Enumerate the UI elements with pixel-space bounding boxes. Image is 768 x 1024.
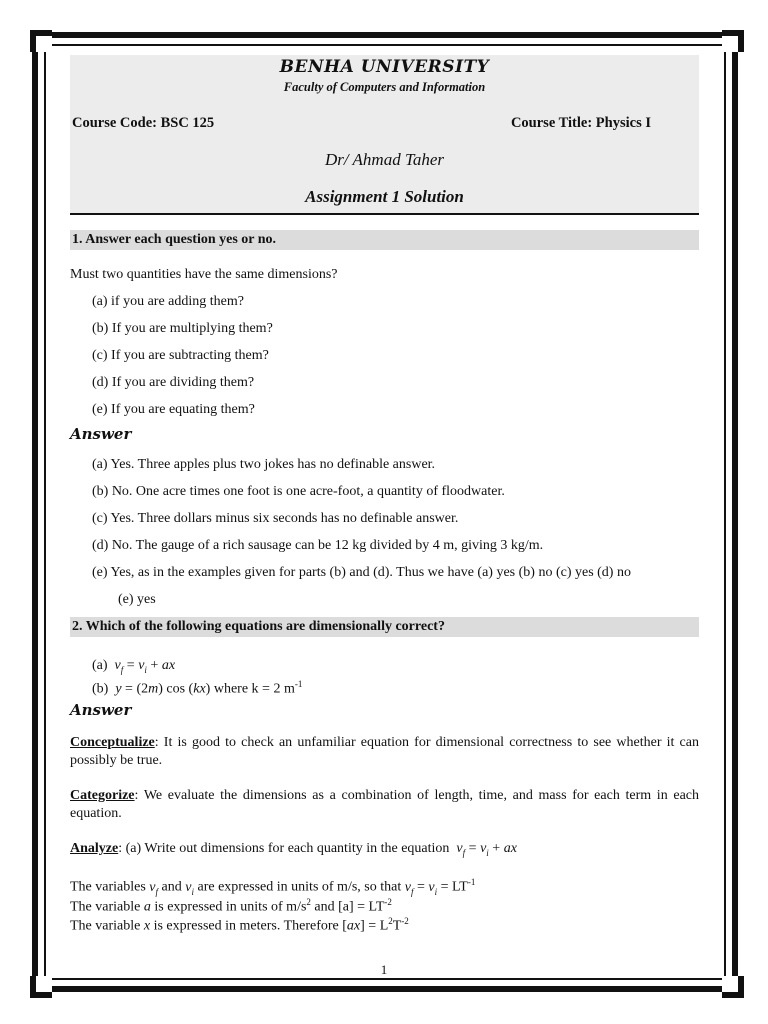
border-corner — [30, 976, 52, 998]
analysis-line-1: The variables $v_f$ and $v_i$ are expressed in units of m/s, so that $v_f = v_i = LT^{-1}$ — [70, 877, 476, 897]
course-code: Course Code: BSC 125 — [72, 115, 215, 131]
list-item: (e) yes — [118, 592, 156, 608]
list-item: (c) Yes. Three dollars minus six seconds has no definable answer. — [92, 511, 459, 527]
faculty-name: Faculty of Computers and Information — [283, 80, 486, 94]
list-item: (b) If you are multiplying them? — [92, 320, 273, 336]
equation-b: (b) y = (2m) cos (kx) where k = 2 $m^{-1}$ — [92, 679, 303, 697]
analyze-paragraph: Analyze: (a) Write out dimensions for each quantity in the equation $v_f = v_i$ + ax — [70, 841, 517, 858]
list-item: (c) If you are subtracting them? — [92, 347, 269, 363]
assignment-title: Assignment 1 Solution — [305, 187, 464, 206]
equation-a: (a) $v_f = v_i$ + ax — [92, 658, 176, 676]
border-corner — [30, 30, 52, 52]
list-item: (b) No. One acre times one foot is one acre-foot, a quantity of floodwater. — [92, 484, 505, 500]
answer-2-title: Answer — [70, 701, 132, 720]
list-item: (e) Yes, as in the examples given for parts (b) and (d). Thus we have (a) yes (b) no (c) yes (d) no — [92, 565, 631, 581]
document-header — [70, 55, 699, 215]
conceptualize-label: Conceptualize — [70, 735, 155, 750]
border-corner — [722, 976, 744, 998]
question-1-intro: Must two quantities have the same dimensions? — [70, 267, 338, 282]
categorize-label: Categorize — [70, 788, 135, 803]
analysis-lines — [70, 877, 699, 934]
categorize-paragraph: Categorize: We evaluate the dimensions as a combination of length, time, and mass for each term in each equation. — [70, 788, 699, 821]
university-name: BENHA UNIVERSITY — [279, 57, 490, 77]
question-1-heading: 1. Answer each question yes or no. — [70, 230, 699, 250]
conceptualize-paragraph: Conceptualize: It is good to check an unfamiliar equation for dimensional correctness to see whether it can possibly be true. — [70, 735, 699, 768]
answer-1-items — [70, 451, 699, 613]
question-2-items — [70, 657, 699, 701]
analysis-line-3: The variable x is expressed in meters. Therefore $[ax] = L^2T^{-2}$ — [70, 915, 409, 934]
page-number: 1 — [380, 962, 388, 977]
border-corner — [722, 30, 744, 52]
list-item: (a) Yes. Three apples plus two jokes has no definable answer. — [92, 457, 436, 473]
question-1-items — [70, 288, 699, 423]
list-item: (d) No. The gauge of a rich sausage can be 12 kg divided by 4 m, giving 3 kg/m. — [92, 538, 544, 554]
answer-1-title: Answer — [70, 424, 132, 443]
course-title: Course Title: Physics I — [510, 115, 651, 131]
instructor-name: Dr/ Ahmad Taher — [324, 150, 445, 169]
question-2-heading: 2. Which of the following equations are dimensionally correct? — [70, 617, 699, 637]
list-item: (e) If you are equating them? — [92, 401, 255, 417]
analyze-label: Analyze — [70, 841, 119, 856]
list-item: (a) if you are adding them? — [92, 293, 244, 309]
analysis-line-2: The variable a is expressed in units of $m/s^2$ and $[a] = LT^{-2}$ — [70, 896, 392, 915]
list-item: (d) If you are dividing them? — [92, 374, 255, 390]
document-body — [70, 230, 699, 934]
